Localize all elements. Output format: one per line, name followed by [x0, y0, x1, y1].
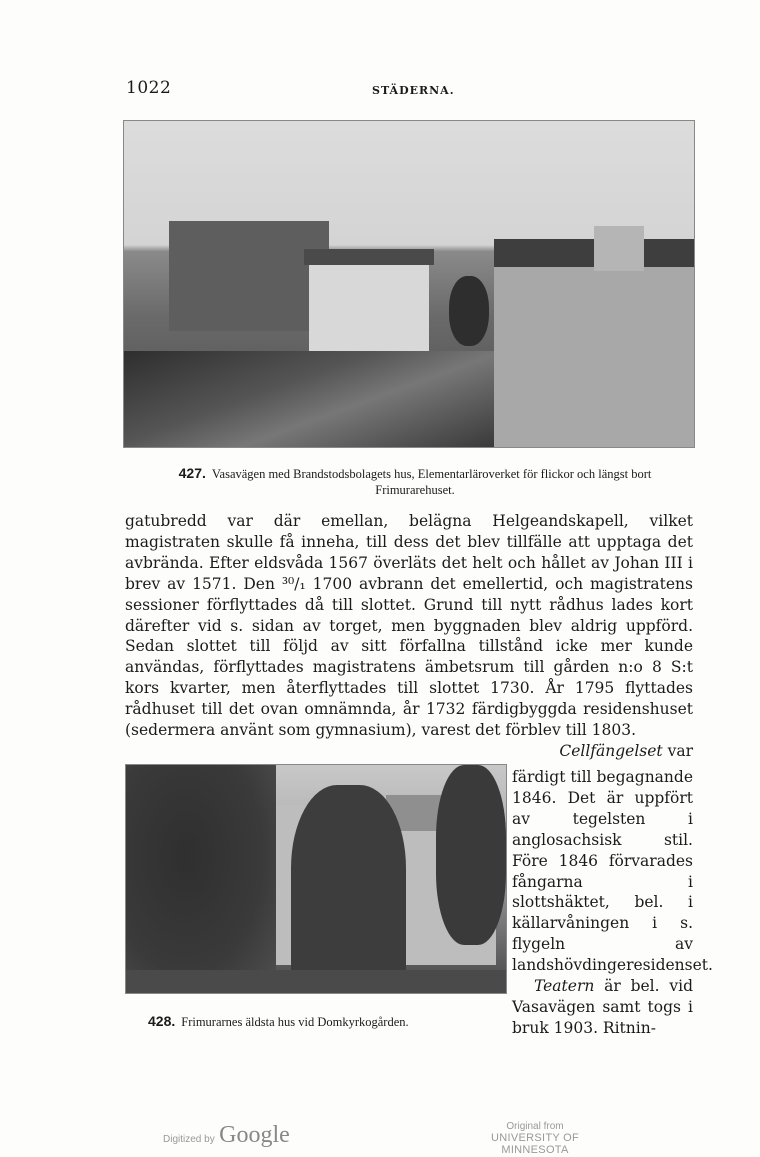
tree-center [291, 785, 406, 993]
cellfangelset-title-rest: var [662, 741, 693, 760]
teatern-paragraph [512, 976, 693, 1039]
tree-left [126, 765, 276, 993]
cellfangelset-text: färdigt till begagnande 1846. Det är uppfört av tegelsten i anglosachsisk stil. Före 1846 förvarades fångarna i slottshäktet, bel. i källarvåningen i s. flygeln av landshövdingeresidenset. [512, 768, 713, 975]
ground [126, 970, 506, 993]
tree-center [449, 276, 489, 346]
figure-428-number: 428. [148, 1013, 176, 1029]
figure-428-caption [148, 1013, 508, 1030]
digitized-by-google [163, 1122, 290, 1149]
side-column [512, 767, 713, 1039]
original-from-label: Original from [506, 1121, 564, 1132]
figure-428-photo [125, 764, 507, 994]
cellfangelset-heading-line [125, 741, 693, 762]
building-left [169, 221, 329, 331]
building-right-gable [594, 226, 644, 271]
teatern-text: är bel. vid Vasavägen samt togs i bruk 1903. Ritnin- [512, 977, 693, 1037]
main-paragraph [125, 511, 693, 762]
building-center-roof [304, 249, 434, 265]
figure-427-number: 427. [178, 465, 206, 481]
tree-right [436, 765, 506, 945]
institution-name: UNIVERSITY OF MINNESOTA [490, 1132, 580, 1156]
page-number: 1022 [126, 78, 172, 98]
digitized-by-label: Digitized by [163, 1134, 215, 1145]
building-center [309, 261, 429, 356]
running-head: STÄDERNA. [372, 84, 455, 97]
building-right [494, 256, 694, 448]
figure-427-photo [123, 120, 695, 448]
figure-427-caption-text: Vasavägen med Brandstodsbolagets hus, Elementarläroverket för flickor och längst bort Frimurarehuset. [211, 467, 652, 497]
google-logo: Google [219, 1122, 290, 1148]
figure-428-caption-text: Frimurarnes äldsta hus vid Domkyrkogården. [181, 1015, 409, 1029]
figure-427-caption [150, 465, 680, 498]
original-from [463, 1121, 607, 1156]
cellfangelset-title: Cellfängelset [559, 741, 663, 760]
teatern-title: Teatern [534, 977, 595, 996]
street-trees [124, 351, 494, 447]
main-paragraph-text: gatubredd var där emellan, belägna Helgeandskapell, vilket magistraten skulle få inneha, till dess det blev tillfälle att upptaga det avbrända. Efter eldsvåda 1567 överläts det helt och hållet av Johan III i brev av 1571. Den ³⁰/₁ 1700 avbrann det emellertid, och magistratens sessioner förflyttades då till slottet. Grund till nytt rådhus lades kort därefter vid s. sidan av torget, men byggnaden blev aldrig uppförd. Sedan slottet till följd av sitt förfallna tillstånd icke mer kunde användas, förflyttades magistratens ämbetsrum till gården n:o 8 S:t kors kvarter, men återflyttades till slottet 1730. År 1795 flyttades rådhuset till det ovan omnämnda, år 1732 färdigbyggda residenshuset (sedermera använt som gymnasium), varest det förblev till 1803. [125, 512, 693, 740]
